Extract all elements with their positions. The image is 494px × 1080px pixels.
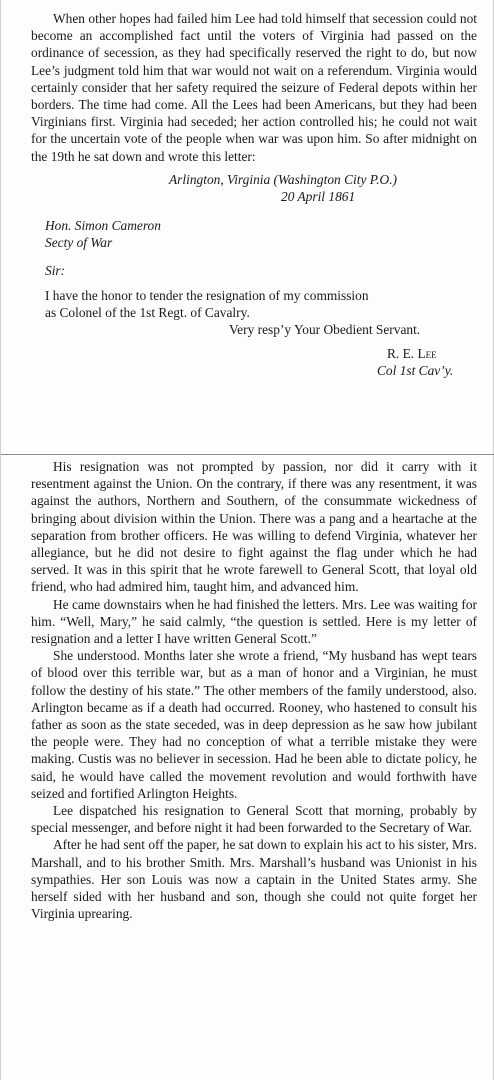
page-divider bbox=[1, 454, 494, 455]
letter-addressee: Hon. Simon Cameron bbox=[45, 217, 161, 233]
letter-signature: R. E. Lee bbox=[387, 345, 437, 361]
letter-body-line-1: I have the honor to tender the resignation of my commission bbox=[45, 287, 369, 303]
paragraph-she-understood: She understood. Months later she wrote a friend, “My husband has wept tears of blood over this terrible war, but as a man of honor and a Virginian, he must follow the destiny of his state.” The other members of the family understood, also. Arlington became as if a death had occurred. Rooney, who hastened to consult his father as soon as the state seceded, was in deep depression as he saw how jubilant the people were. They had no conception of what a terrible mistake they were making. Custis was no believer in secession. Had he been able to dictate policy, he said, he would have called the movement revolution and would forthwith have seized and fortified Arlington Heights. bbox=[31, 648, 477, 801]
paragraph-dispatched: Lee dispatched his resignation to General Scott that morning, probably by special messenger, and before night it had been forwarded to the Secretary of War. bbox=[31, 803, 477, 836]
intro-paragraph: When other hopes had failed him Lee had told himself that secession could not become an accomplished fact until the voters of Virginia had passed on the ordinance of secession, as they had specifically reserved the right to do, but now Lee’s judgment told him that war would not wait on a referendum. Virginia would certainly consider that her safety required the seizure of Federal depots within her borders. The time had come. All the Lees had been Americans, but they had been Virginians first. Virginia had seceded; her action controlled his; he could not wait for the uncertain vote of the people when war was upon him. So after midnight on the 19th he sat down and wrote this letter: bbox=[31, 11, 477, 164]
letter-office: Secty of War bbox=[45, 234, 113, 250]
letter-closing: Very resp’y Your Obedient Servant. bbox=[229, 321, 421, 337]
paragraph-downstairs: He came downstairs when he had finished the letters. Mrs. Lee was waiting for him. “Well, Mary,” he said calmly, “the question is settled. Here is my letter of resignation and a letter I have written General Scott.” bbox=[31, 596, 477, 647]
bottom-section bbox=[31, 458, 477, 922]
top-section bbox=[31, 10, 477, 411]
letter-date: 20 April 1861 bbox=[281, 188, 356, 204]
letter-place: Arlington, Virginia (Washington City P.O.) bbox=[169, 171, 398, 187]
letter-body-line-2: as Colonel of the 1st Regt. of Cavalry. bbox=[45, 304, 250, 320]
paragraph-sister: After he had sent off the paper, he sat down to explain his act to his sister, Mrs. Marshall, and to his brother Smith. Mrs. Marshall’s husband was Unionist in his sympathies. Her son Louis was now a captain in the United States army. She herself sided with her husband and son, though she could not quite forget her Virginia uprearing. bbox=[31, 837, 477, 922]
paragraph-resignation: His resignation was not prompted by passion, nor did it carry with it resentment against the Union. On the contrary, if there was any resentment, it was against the authors, Northern and Southern, of the consummate wickedness of bringing about division within the Union. There was a pang and a heartache at the separation from brother officers. He was willing to defend Virginia, whatever her allegiance, but he did not desire to fight against the flag under which he had served. It was in this spirit that he wrote farewell to General Scott, that loyal old friend, who had admired him, taught him, and advanced him. bbox=[31, 459, 477, 595]
letter-rank: Col 1st Cav’y. bbox=[377, 362, 454, 378]
resignation-letter bbox=[31, 165, 477, 411]
letter-salutation: Sir: bbox=[45, 262, 66, 278]
